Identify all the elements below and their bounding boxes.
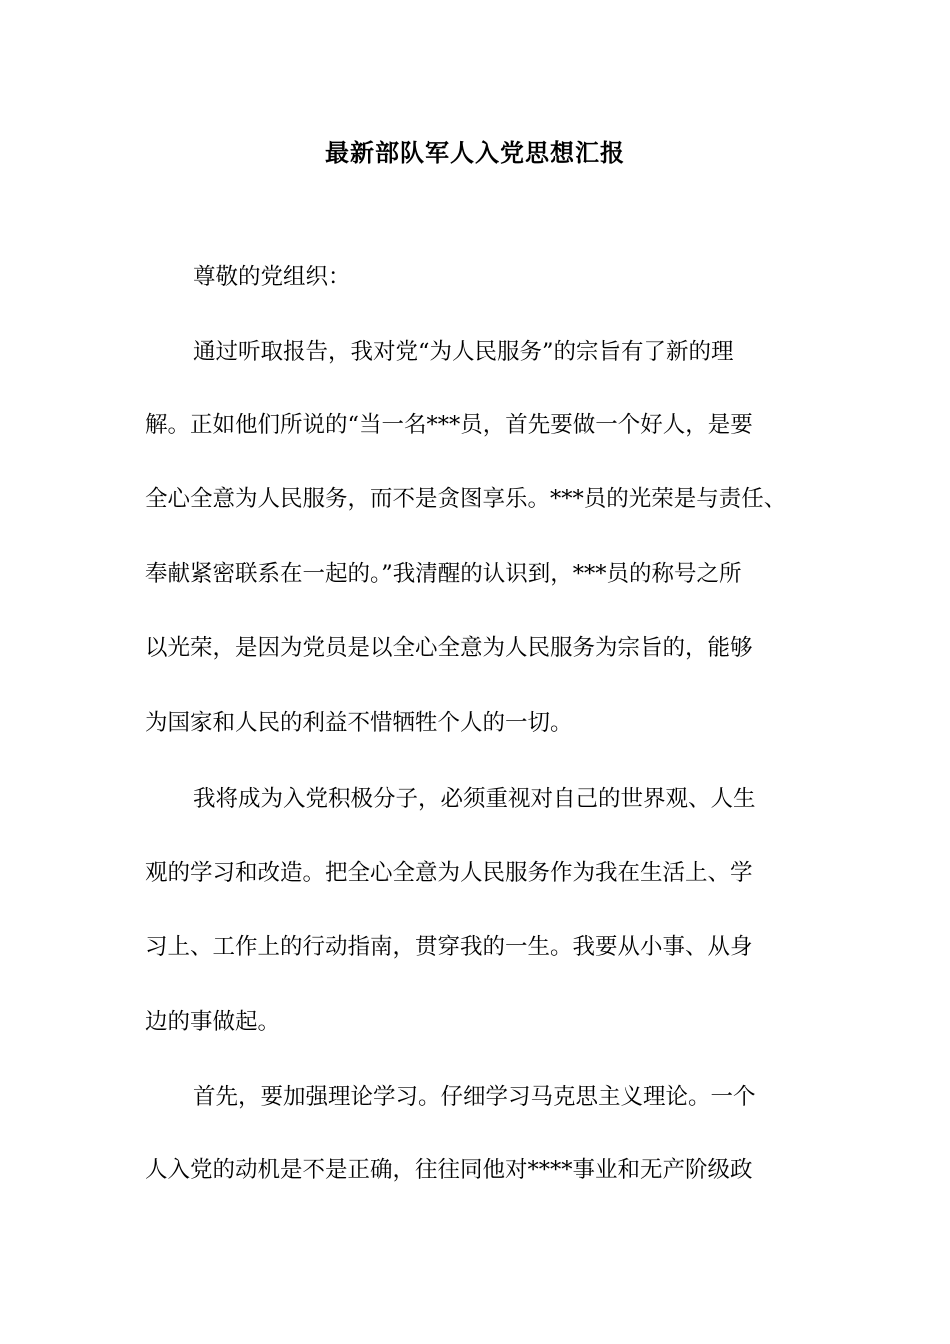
paragraph-line: 全心全意为人民服务，而不是贪图享乐。***员的光荣是与责任、 bbox=[145, 486, 787, 512]
paragraph-line: 我将成为入党积极分子，必须重视对自己的世界观、人生 bbox=[193, 786, 756, 812]
paragraph-line: 边的事做起。 bbox=[145, 1009, 281, 1035]
paragraph-line: 为国家和人民的利益不惜牺牲个人的一切。 bbox=[145, 710, 573, 736]
paragraph-line: 习上、工作上的行动指南，贯穿我的一生。我要从小事、从身 bbox=[145, 934, 753, 960]
document-title: 最新部队军人入党思想汇报 bbox=[325, 139, 625, 167]
paragraph-line: 解。正如他们所说的“当一名***员，首先要做一个好人，是要 bbox=[145, 412, 753, 438]
paragraph-line: 奉献紧密联系在一起的。”我清醒的认识到，***员的称号之所 bbox=[145, 561, 742, 587]
paragraph-line: 首先，要加强理论学习。仔细学习马克思主义理论。一个 bbox=[193, 1084, 756, 1110]
paragraph-line: 观的学习和改造。把全心全意为人民服务作为我在生活上、学 bbox=[145, 860, 753, 886]
salutation: 尊敬的党组织： bbox=[193, 264, 351, 290]
paragraph-line: 通过听取报告，我对党“为人民服务”的宗旨有了新的理 bbox=[193, 339, 734, 365]
paragraph-line: 以光荣，是因为党员是以全心全意为人民服务为宗旨的，能够 bbox=[145, 635, 753, 661]
paragraph-line: 人入党的动机是不是正确，往往同他对****事业和无产阶级政 bbox=[145, 1157, 753, 1183]
